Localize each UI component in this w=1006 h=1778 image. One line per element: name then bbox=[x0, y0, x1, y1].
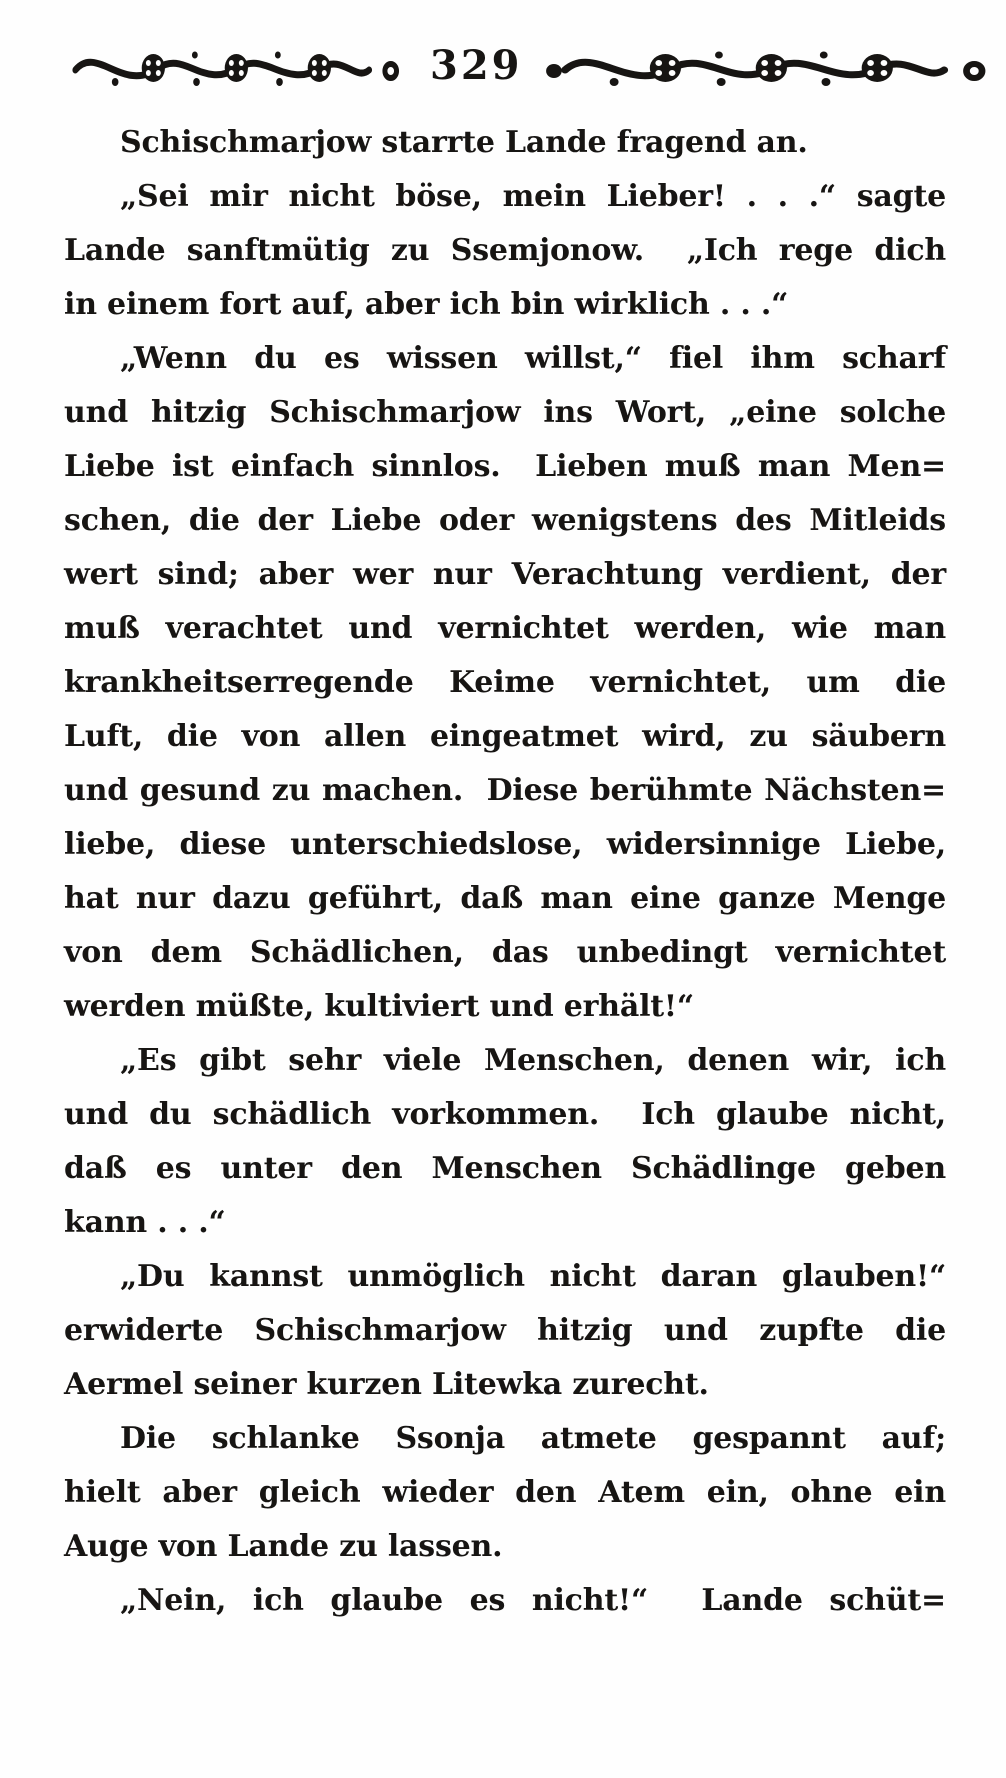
text-line: „Wenn du es wissen willst,“ fiel ihm scharf bbox=[120, 341, 946, 376]
text-line: „Es gibt sehr viele Menschen, denen wir, ich bbox=[120, 1043, 946, 1078]
ornament-right-icon bbox=[545, 48, 991, 88]
text-line: und du schädlich vorkommen. Ich glaube nicht, bbox=[64, 1097, 946, 1132]
text-line: erwiderte Schischmarjow hitzig und zupfte die bbox=[64, 1313, 946, 1348]
text-line: Auge von Lande zu lassen. bbox=[64, 1529, 503, 1564]
text-line: kann . . .“ bbox=[64, 1205, 226, 1240]
text-line: Aermel seiner kurzen Litewka zurecht. bbox=[64, 1367, 709, 1402]
text-line: „Sei mir nicht böse, mein Lieber! . . .“ sagte bbox=[120, 179, 946, 214]
text-line: und gesund zu machen. Diese berühmte Nächsten= bbox=[64, 773, 946, 808]
text-line: krankheitserregende Keime vernichtet, um die bbox=[64, 665, 946, 700]
text-line: in einem fort auf, aber ich bin wirklich . . .“ bbox=[64, 287, 789, 322]
text-line: von dem Schädlichen, das unbedingt vernichtet bbox=[64, 935, 946, 970]
ornament-left-icon bbox=[72, 48, 404, 88]
text-line: Liebe ist einfach sinnlos. Lieben muß man Men= bbox=[64, 449, 946, 484]
text-line: schen, die der Liebe oder wenigstens des Mitleids bbox=[64, 503, 946, 538]
text-line: Lande sanftmütig zu Ssemjonow. „Ich rege dich bbox=[64, 233, 946, 268]
text-line: daß es unter den Menschen Schädlinge geben bbox=[64, 1151, 946, 1186]
page-header bbox=[0, 42, 1006, 94]
text-line: hielt aber gleich wieder den Atem ein, ohne ein bbox=[64, 1475, 946, 1510]
text-line: werden müßte, kultiviert und erhält!“ bbox=[64, 989, 694, 1024]
text-line: muß verachtet und vernichtet werden, wie man bbox=[64, 611, 946, 646]
page-text bbox=[64, 116, 946, 1628]
text-line: „Nein, ich glaube es nicht!“ Lande schüt= bbox=[120, 1583, 946, 1618]
text-line: wert sind; aber wer nur Verachtung verdient, der bbox=[64, 557, 946, 592]
text-line: Die schlanke Ssonja atmete gespannt auf; bbox=[120, 1421, 946, 1456]
text-line: „Du kannst unmöglich nicht daran glauben!“ bbox=[120, 1259, 946, 1294]
text-line: Schischmarjow starrte Lande fragend an. bbox=[120, 125, 808, 160]
text-line: Luft, die von allen eingeatmet wird, zu säubern bbox=[64, 719, 946, 754]
text-line: liebe, diese unterschiedslose, widersinnige Liebe, bbox=[64, 827, 946, 862]
text-line: hat nur dazu geführt, daß man eine ganze Menge bbox=[64, 881, 946, 916]
text-line: und hitzig Schischmarjow ins Wort, „eine solche bbox=[64, 395, 946, 430]
page-number: 329 bbox=[430, 41, 523, 89]
